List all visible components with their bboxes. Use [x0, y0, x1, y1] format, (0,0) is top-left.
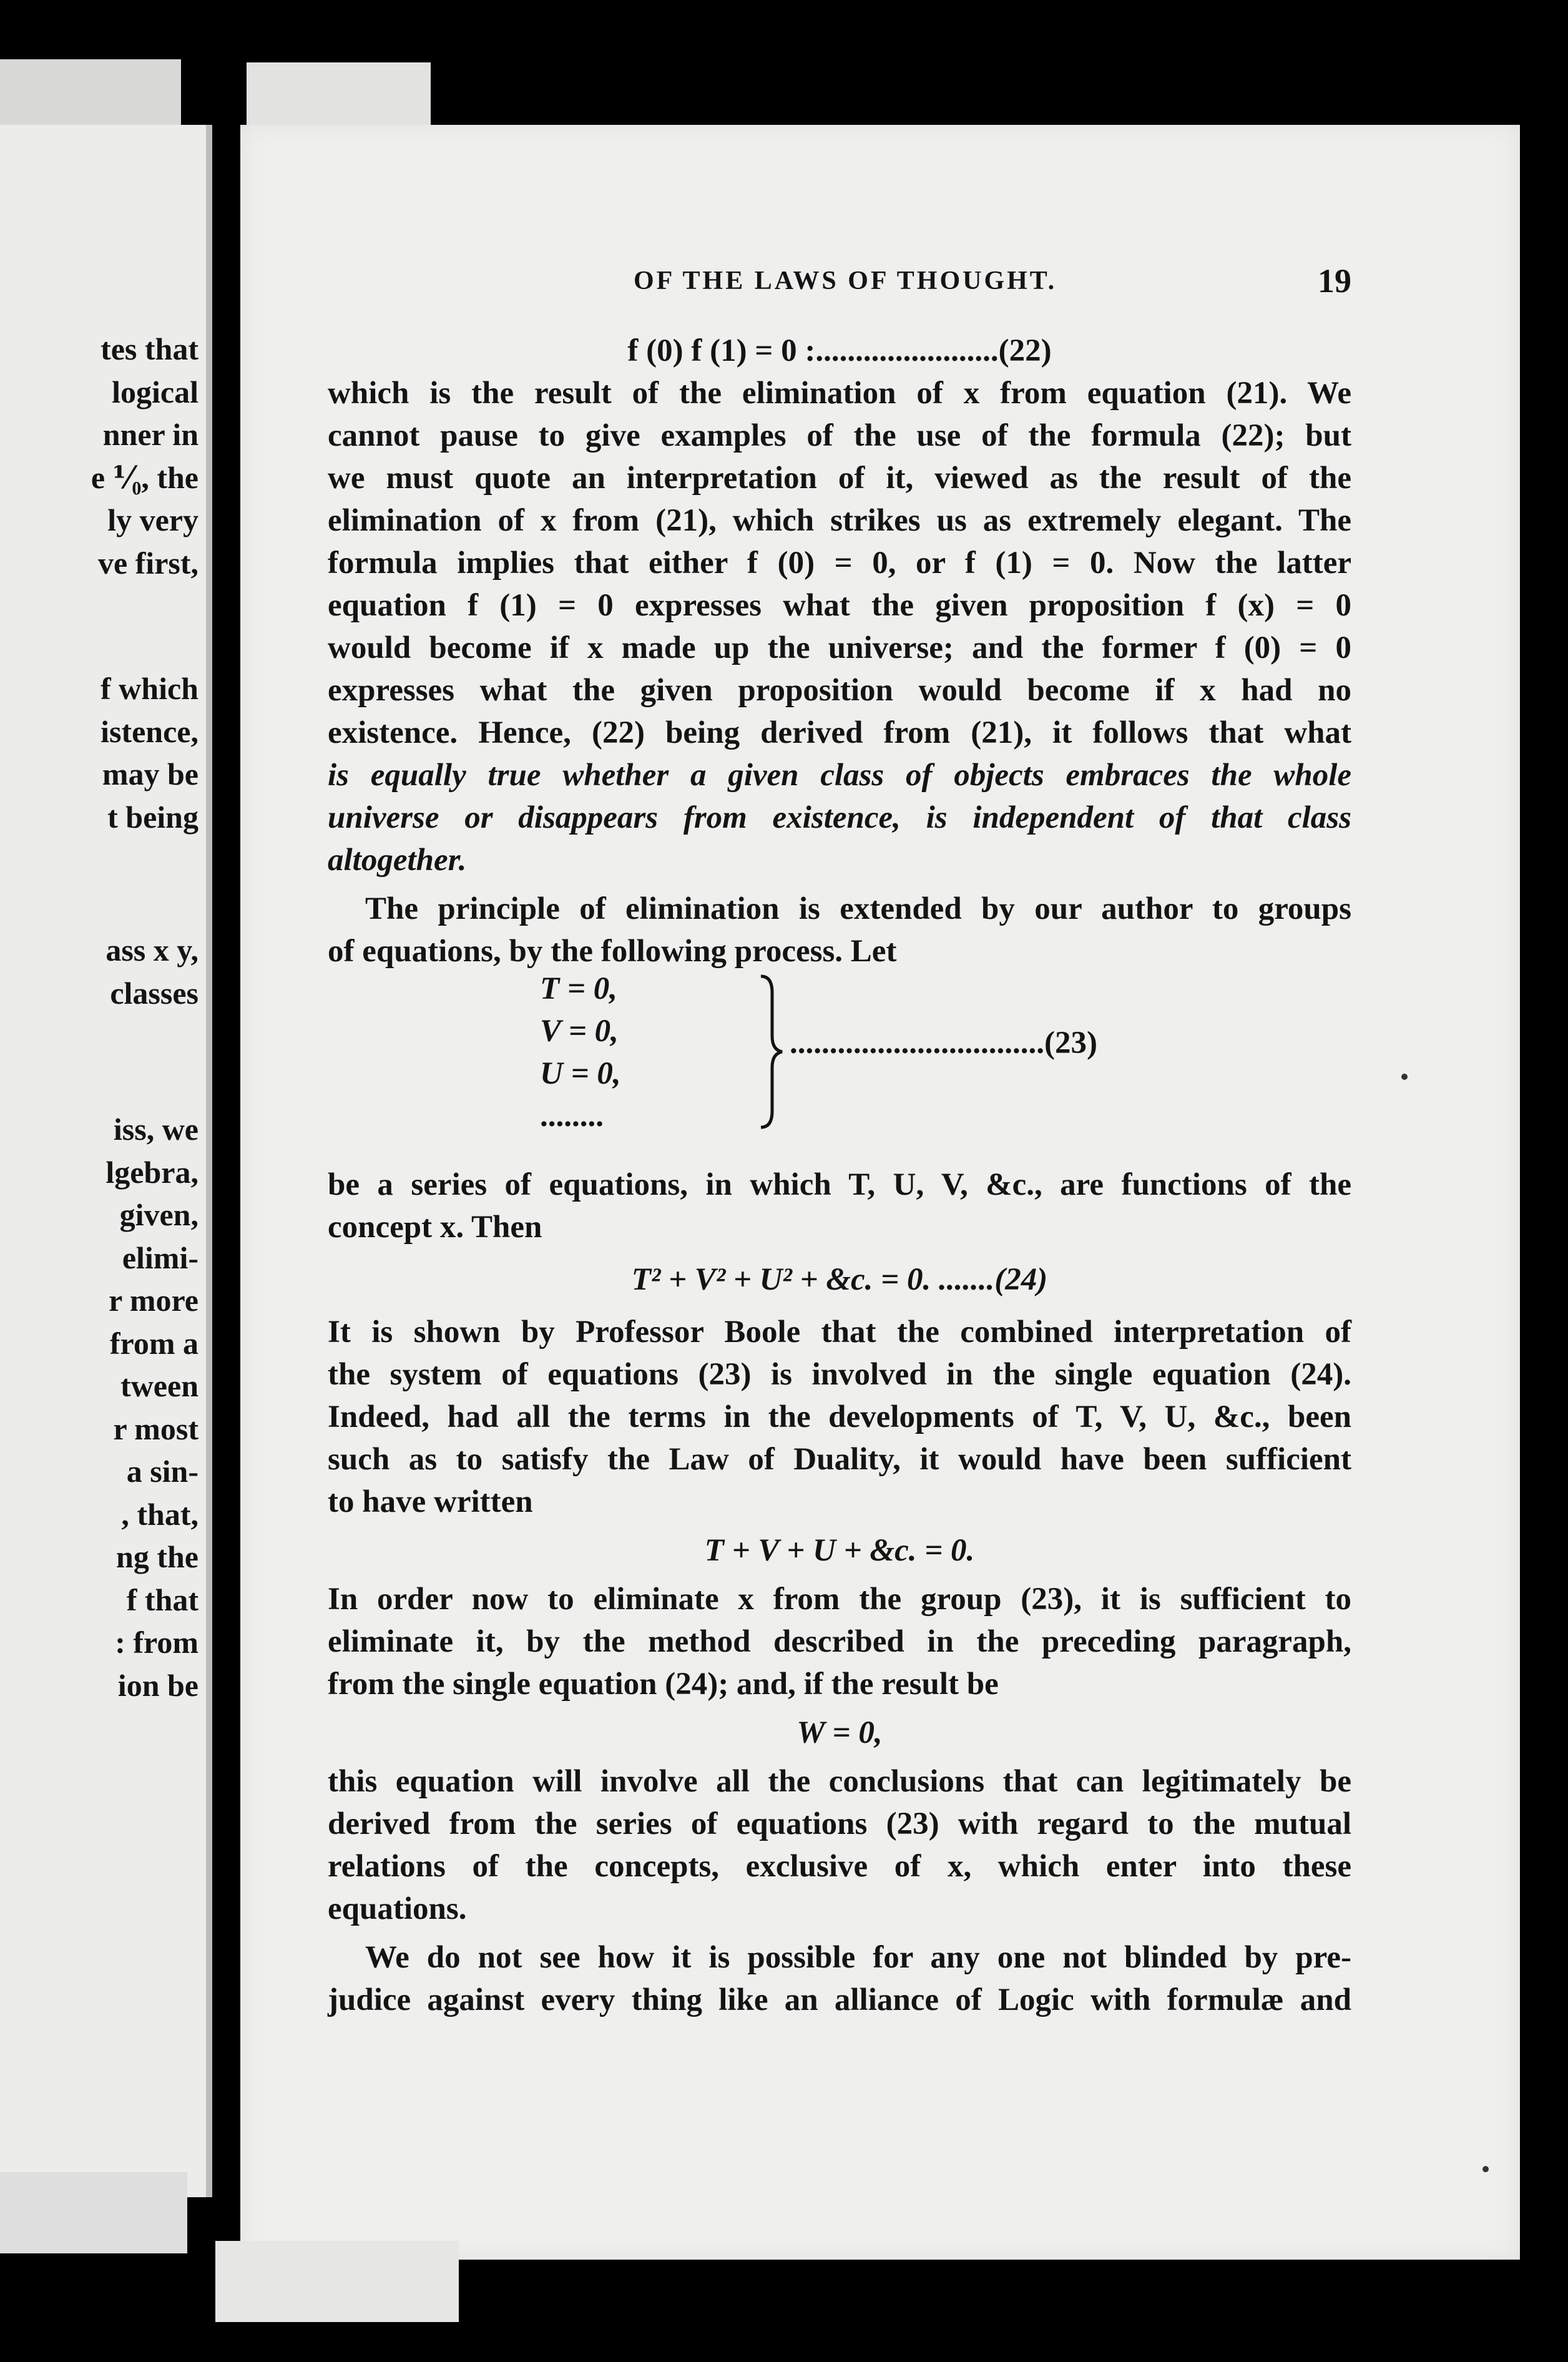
text-line: The principle of elimination is extended by our author to groups: [365, 891, 1351, 926]
equation-sum: T + V + U + &c. = 0.: [704, 1533, 975, 1568]
equation-row: U = 0,: [540, 1056, 621, 1091]
left-line: t being: [107, 799, 198, 835]
italic-line: universe or disappears from existence, is independent of that class: [328, 800, 1351, 835]
text-line: Indeed, had all the terms in the developments of T, V, U, &c., been: [328, 1399, 1351, 1434]
equation-row: T = 0,: [540, 971, 617, 1006]
equation-24: T² + V² + U² + &c. = 0. .......(24): [631, 1262, 1048, 1297]
equation-group-23: [540, 968, 621, 1137]
left-line: f that: [126, 1582, 198, 1617]
curly-brace: [758, 974, 783, 1130]
left-line: f which: [100, 671, 198, 706]
speck: [1482, 2166, 1489, 2172]
text-line: relations of the concepts, exclusive of x, which enter into these: [328, 1849, 1351, 1884]
equation-w: W = 0,: [796, 1715, 883, 1750]
text-line: such as to satisfy the Law of Duality, it would have been sufficient: [328, 1442, 1351, 1477]
left-line: may be: [102, 757, 198, 791]
equation-22: f (0) f (1) = 0 :.......................(22): [627, 333, 1052, 368]
left-line: lgebra,: [105, 1154, 198, 1190]
left-page: [0, 125, 212, 2197]
left-gap: [0, 584, 198, 667]
text-line: elimination of x from (21), which strikes us as extremely elegant. The: [328, 503, 1351, 538]
left-line: e ⅟₀, the: [91, 459, 198, 495]
text-line: expresses what the given proposition would become if x had no: [328, 673, 1351, 708]
running-title: OF THE LAWS OF THOUGHT.: [634, 267, 1057, 295]
equation-row: ........: [540, 1099, 604, 1134]
text-line: would become if x made up the universe; and the former f (0) = 0: [328, 630, 1351, 665]
left-page-text: [0, 328, 198, 1707]
left-line: given,: [119, 1197, 198, 1232]
text-line: derived from the series of equations (23) with regard to the mutual: [328, 1806, 1351, 1841]
text-line: we must quote an interpretation of it, viewed as the result of the: [328, 461, 1351, 496]
text-line: We do not see how it is possible for any one not blinded by pre-: [365, 1940, 1351, 1975]
left-line: tween: [120, 1368, 198, 1403]
text-line: judice against every thing like an alliance of Logic with formulæ and: [328, 1982, 1351, 2017]
text-line: from the single equation (24); and, if the result be: [328, 1667, 999, 1702]
text-line: existence. Hence, (22) being derived from (21), it follows that what: [328, 715, 1351, 750]
text-line: which is the result of the elimination of x from equation (21). We: [328, 376, 1351, 411]
left-line: ion be: [117, 1667, 198, 1703]
left-line: istence,: [100, 713, 198, 749]
left-page-tab: [0, 59, 181, 134]
left-line: elimi-: [122, 1240, 198, 1275]
left-line: nner in: [102, 417, 198, 452]
text-line: formula implies that either f (0) = 0, or f (1) = 0. Now the latter: [328, 546, 1351, 581]
text-line: concept x. Then: [328, 1210, 542, 1245]
left-gap: [0, 838, 198, 929]
left-line: classes: [110, 975, 198, 1011]
left-line: ly very: [107, 502, 198, 537]
left-line: a sin-: [126, 1454, 198, 1489]
text-line: to have written: [328, 1484, 533, 1519]
left-line: iss, we: [113, 1112, 198, 1147]
left-line: : from: [115, 1625, 198, 1660]
page-number: 19: [1318, 262, 1351, 300]
left-line: , that,: [121, 1496, 198, 1532]
page-tab: [215, 2241, 459, 2322]
left-line: ass x y,: [105, 933, 198, 968]
text-line: the system of equations (23) is involved in the single equation (24).: [328, 1357, 1351, 1392]
italic-line: is equally true whether a given class of objects embraces the whole: [328, 758, 1351, 793]
text-line: In order now to eliminate x from the group (23), it is sufficient to: [328, 1582, 1351, 1617]
left-line: ve first,: [97, 545, 198, 581]
left-line: ng the: [116, 1539, 198, 1574]
left-line: r more: [109, 1283, 198, 1318]
speck: [1401, 1074, 1408, 1080]
italic-line: altogether.: [328, 843, 467, 878]
text-line: this equation will involve all the conclusions that can legitimately be: [328, 1764, 1351, 1799]
text-line: of equations, by the following process. Let: [328, 934, 897, 969]
running-header: [328, 259, 1351, 303]
text-line: equations.: [328, 1891, 467, 1926]
text-line: be a series of equations, in which T, U, V, &c., are functions of the: [328, 1167, 1351, 1202]
text-line: equation f (1) = 0 expresses what the given proposition f (x) = 0: [328, 588, 1351, 623]
book-page: [240, 125, 1520, 2260]
text-line: cannot pause to give examples of the use of the formula (22); but: [328, 418, 1351, 453]
left-line: logical: [112, 374, 198, 409]
left-page-tab: [0, 2172, 187, 2253]
equation-23-label: ................................(23): [790, 1026, 1097, 1061]
left-line: r most: [113, 1411, 198, 1446]
left-line: from a: [109, 1325, 198, 1361]
left-line: tes that: [100, 331, 198, 366]
text-line: It is shown by Professor Boole that the combined interpretation of: [328, 1315, 1351, 1350]
equation-row: V = 0,: [540, 1014, 619, 1049]
left-gap: [0, 1014, 198, 1108]
text-line: eliminate it, by the method described in the preceding paragraph,: [328, 1624, 1351, 1659]
